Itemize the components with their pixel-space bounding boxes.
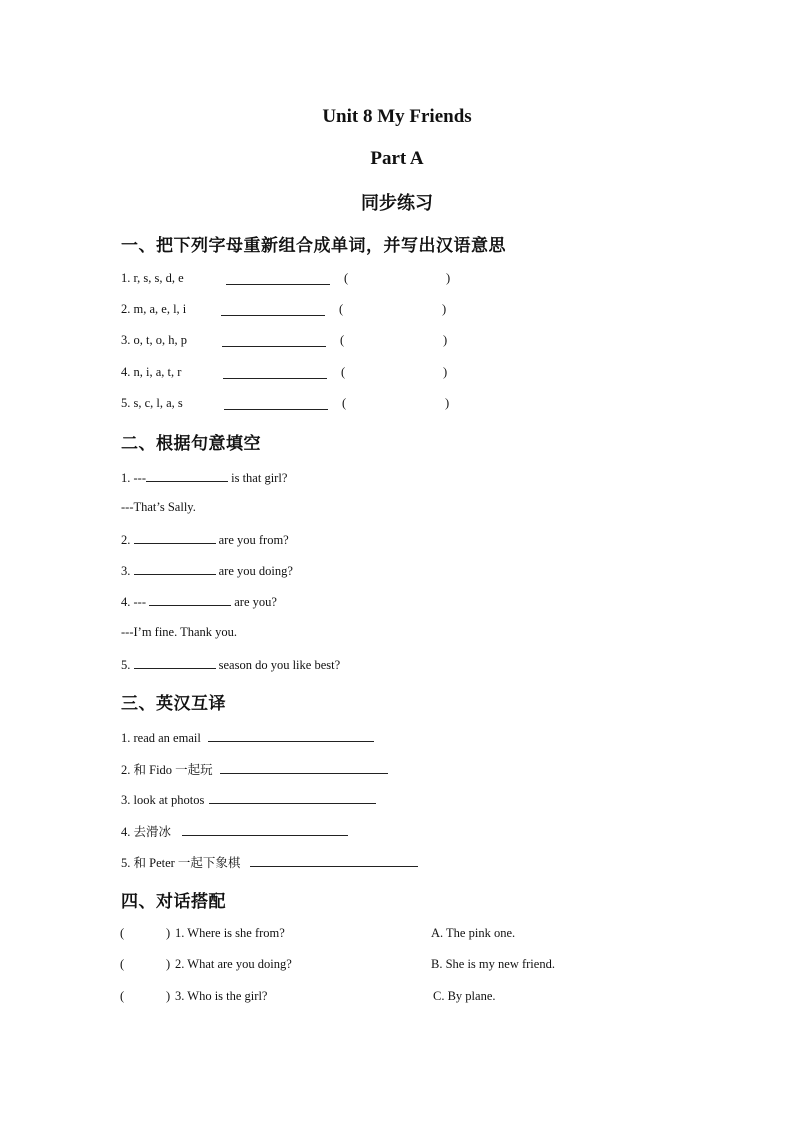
answer-blank[interactable] xyxy=(149,593,231,606)
answer-blank[interactable] xyxy=(209,791,376,804)
unit-title: Unit 8 My Friends xyxy=(322,106,472,127)
item-prefix: 2. xyxy=(121,533,134,547)
question-1: 1. Where is she from? xyxy=(175,926,285,940)
paren-close: ) xyxy=(446,271,451,285)
answer-blank[interactable] xyxy=(222,334,326,347)
section3-heading: 三、英汉互译 xyxy=(121,694,226,714)
paren-close: ) xyxy=(442,302,447,316)
answer-blank[interactable] xyxy=(146,469,228,482)
answer-blank[interactable] xyxy=(250,854,418,867)
paren-open: ( xyxy=(344,271,349,285)
translate-item-5 xyxy=(121,853,418,871)
item-prefix: 3. xyxy=(121,564,134,578)
paren-open: ( xyxy=(340,333,345,347)
item-label: 4. 去滑冰 xyxy=(121,825,172,839)
fill-blank-item-1 xyxy=(121,469,287,486)
fill-blank-item-2 xyxy=(121,531,289,548)
item-suffix: season do you like best? xyxy=(215,658,341,672)
item-label: 5. 和 Peter 一起下象棋 xyxy=(121,856,241,870)
item-suffix: is that girl? xyxy=(228,471,288,485)
answer-paren-open: ( xyxy=(120,989,125,1003)
item-label: 3. look at photos xyxy=(121,793,205,807)
answer-blank[interactable] xyxy=(220,761,388,774)
answer-blank[interactable] xyxy=(182,823,348,836)
answer-blank[interactable] xyxy=(221,303,325,316)
section1-heading: 一、把下列字母重新组合成单词，并写出汉语意思 xyxy=(121,236,506,256)
part-title: Part A xyxy=(370,148,424,169)
section4-heading: 四、对话搭配 xyxy=(121,892,226,912)
question-3: 3. Who is the girl? xyxy=(175,989,268,1003)
question-2: 2. What are you doing? xyxy=(175,957,292,971)
option-c: C. By plane. xyxy=(433,989,496,1003)
translate-item-2 xyxy=(121,760,388,778)
item-prefix: 4. --- xyxy=(121,595,150,609)
scramble-letters: 1. r, s, s, d, e xyxy=(121,271,184,285)
option-a: A. The pink one. xyxy=(431,926,516,940)
scramble-letters: 2. m, a, e, l, i xyxy=(121,302,187,316)
scramble-item-1 xyxy=(121,271,184,286)
fill-blank-item-4 xyxy=(121,593,277,610)
scramble-item-4 xyxy=(121,365,181,380)
item-suffix: are you? xyxy=(231,595,277,609)
answer-paren-open: ( xyxy=(120,926,125,940)
dialogue-reply-1: ---That’s Sally. xyxy=(121,500,196,514)
translate-item-1 xyxy=(121,729,374,746)
answer-paren-close: ) xyxy=(166,989,171,1003)
translate-item-3 xyxy=(121,791,376,808)
answer-blank[interactable] xyxy=(226,272,330,285)
item-label: 1. read an email xyxy=(121,731,201,745)
paren-open: ( xyxy=(341,365,346,379)
item-prefix: 1. --- xyxy=(121,471,146,485)
scramble-item-2 xyxy=(121,302,186,317)
dialogue-reply-4: ---I’m fine. Thank you. xyxy=(121,625,238,639)
answer-blank[interactable] xyxy=(134,656,216,669)
paren-close: ) xyxy=(445,396,450,410)
option-b: B. She is my new friend. xyxy=(431,957,555,971)
paren-close: ) xyxy=(443,365,448,379)
answer-blank[interactable] xyxy=(224,397,328,410)
answer-blank[interactable] xyxy=(223,366,327,379)
translate-item-4 xyxy=(121,822,348,840)
item-suffix: are you from? xyxy=(215,533,289,547)
paren-open: ( xyxy=(339,302,344,316)
scramble-letters: 3. o, t, o, h, p xyxy=(121,333,187,347)
scramble-letters: 4. n, i, a, t, r xyxy=(121,365,182,379)
fill-blank-item-3 xyxy=(121,562,293,579)
practice-subtitle: 同步练习 xyxy=(361,193,433,214)
item-label: 2. 和 Fido 一起玩 xyxy=(121,763,213,777)
scramble-item-5 xyxy=(121,396,183,411)
scramble-letters: 5. s, c, l, a, s xyxy=(121,396,183,410)
scramble-item-3 xyxy=(121,333,187,348)
item-suffix: are you doing? xyxy=(215,564,293,578)
section2-heading: 二、根据句意填空 xyxy=(121,434,261,454)
item-prefix: 5. xyxy=(121,658,134,672)
fill-blank-item-5 xyxy=(121,656,340,673)
answer-paren-close: ) xyxy=(166,926,171,940)
paren-open: ( xyxy=(342,396,347,410)
paren-close: ) xyxy=(443,333,448,347)
answer-paren-open: ( xyxy=(120,957,125,971)
answer-blank[interactable] xyxy=(134,562,216,575)
answer-blank[interactable] xyxy=(134,531,216,544)
answer-paren-close: ) xyxy=(166,957,171,971)
answer-blank[interactable] xyxy=(208,729,374,742)
